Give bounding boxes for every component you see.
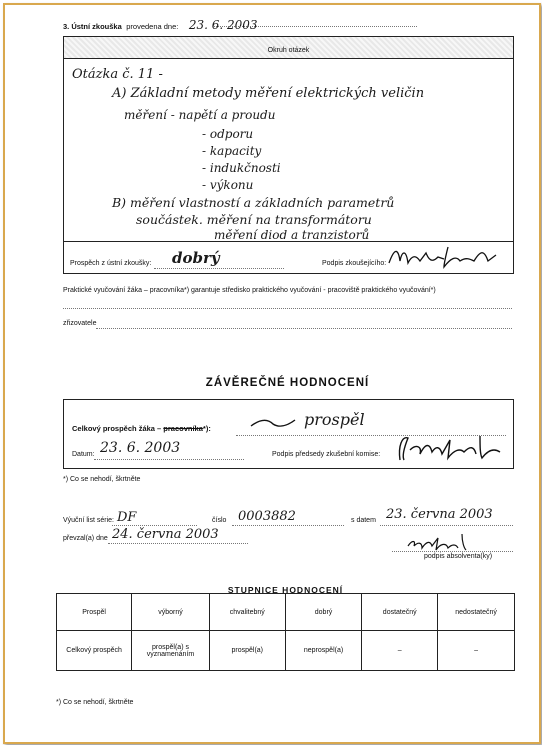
final-note: *) Co se nehodí, škrtněte xyxy=(63,476,141,483)
cert-date-value: 23. června 2003 xyxy=(386,507,493,522)
table-cell: dobrý xyxy=(285,594,362,631)
table-cell: výborný xyxy=(132,594,210,631)
overall-swash xyxy=(249,414,299,430)
series-dotline xyxy=(112,525,197,526)
examiner-signature xyxy=(386,241,512,271)
overall-label: Celkový prospěch žáka – xyxy=(72,424,164,433)
series-label: Výuční list série: xyxy=(63,517,114,524)
handwritten-line-6: - indukčnosti xyxy=(202,161,281,175)
received-label: převzal(a) dne xyxy=(63,535,108,542)
table-cell: prospěl(a) xyxy=(209,631,285,671)
handwritten-line-3: měření - napětí a proudu xyxy=(124,108,276,122)
table-cell: dostatečný xyxy=(362,594,438,631)
number-dotline xyxy=(232,525,344,526)
handwritten-line-2: A) Základní metody měření elektrických veličin xyxy=(112,86,425,101)
date-value: 23. 6. 2003 xyxy=(100,440,181,456)
table-cell: – xyxy=(362,631,438,671)
grading-scale-table xyxy=(56,593,515,671)
table-cell: neprospěl(a) xyxy=(285,631,362,671)
exam-held-on-value: 23. 6. 2003 xyxy=(188,18,258,32)
received-dotline xyxy=(108,543,248,544)
scale-note: *) Co se nehodí, škrtněte xyxy=(56,699,134,706)
overall-strike: pracovníka xyxy=(163,424,203,433)
final-title: ZÁVĚREČNÉ HODNOCENÍ xyxy=(205,377,370,389)
handwritten-line-8: B) měření vlastností a základních parametrů xyxy=(112,195,395,210)
cert-date-label: s datem xyxy=(351,517,376,524)
table-cell: Prospěl xyxy=(57,594,132,631)
scale-title: STUPNICE HODNOCENÍ xyxy=(227,585,344,595)
date-dotline xyxy=(94,459,244,460)
overall-suffix: *): xyxy=(202,424,211,433)
chair-signature-label: Podpis předsedy zkušební komise: xyxy=(272,451,381,458)
overall-value: prospěl xyxy=(304,410,365,429)
result-dotline xyxy=(154,268,284,269)
exam-header-line xyxy=(63,16,512,30)
result-value: dobrý xyxy=(172,249,220,267)
founder-label: zřizovatele xyxy=(63,320,97,327)
table-row xyxy=(57,594,515,631)
handwritten-line-4: - odporu xyxy=(202,127,254,141)
number-value: 0003882 xyxy=(238,509,296,524)
result-label: Prospěch z ústní zkoušky: xyxy=(70,260,152,267)
table-cell: prospěl(a) s vyznamenáním xyxy=(132,631,210,671)
overall-label-line xyxy=(72,424,211,433)
graduate-signature-label: podpis absolventa(ky) xyxy=(424,553,493,560)
graduate-dotline xyxy=(392,551,513,552)
practical-dotline-1 xyxy=(63,308,512,309)
exam-topics-box xyxy=(63,36,514,274)
exam-number-label: 3. Ústní zkouška xyxy=(63,22,122,31)
practical-dotline-2 xyxy=(96,328,512,329)
final-evaluation-box xyxy=(63,399,514,469)
exam-date-dotline xyxy=(213,26,417,27)
examiner-signature-label: Podpis zkoušejícího: xyxy=(322,260,387,267)
table-cell: – xyxy=(438,631,515,671)
table-cell: nedostatečný xyxy=(438,594,515,631)
handwritten-line-7: - výkonu xyxy=(202,178,254,192)
handwritten-line-5: - kapacity xyxy=(202,144,262,158)
cert-date-dotline xyxy=(380,525,513,526)
handwritten-line-10: měření diod a tranzistorů xyxy=(214,228,370,242)
series-value: DF xyxy=(117,510,137,525)
chair-signature xyxy=(394,432,509,464)
handwritten-line-9: součástek. měření na transformátoru xyxy=(136,212,372,227)
practical-guarantee-label: Praktické vyučování žáka – pracovníka*) garantuje středisko praktického vyučování - pracoviště praktického vyučování*) xyxy=(63,287,436,294)
exam-held-on-label: provedena dne: xyxy=(126,22,179,31)
handwritten-line-1: Otázka č. 11 - xyxy=(72,67,163,82)
received-value: 24. června 2003 xyxy=(112,527,219,542)
table-cell: chvalitebný xyxy=(209,594,285,631)
table-row xyxy=(57,631,515,671)
date-label: Datum: xyxy=(72,451,95,458)
table-cell: Celkový prospěch xyxy=(57,631,132,671)
topic-header: Okruh otázek xyxy=(64,37,513,59)
number-label: číslo xyxy=(212,517,227,524)
